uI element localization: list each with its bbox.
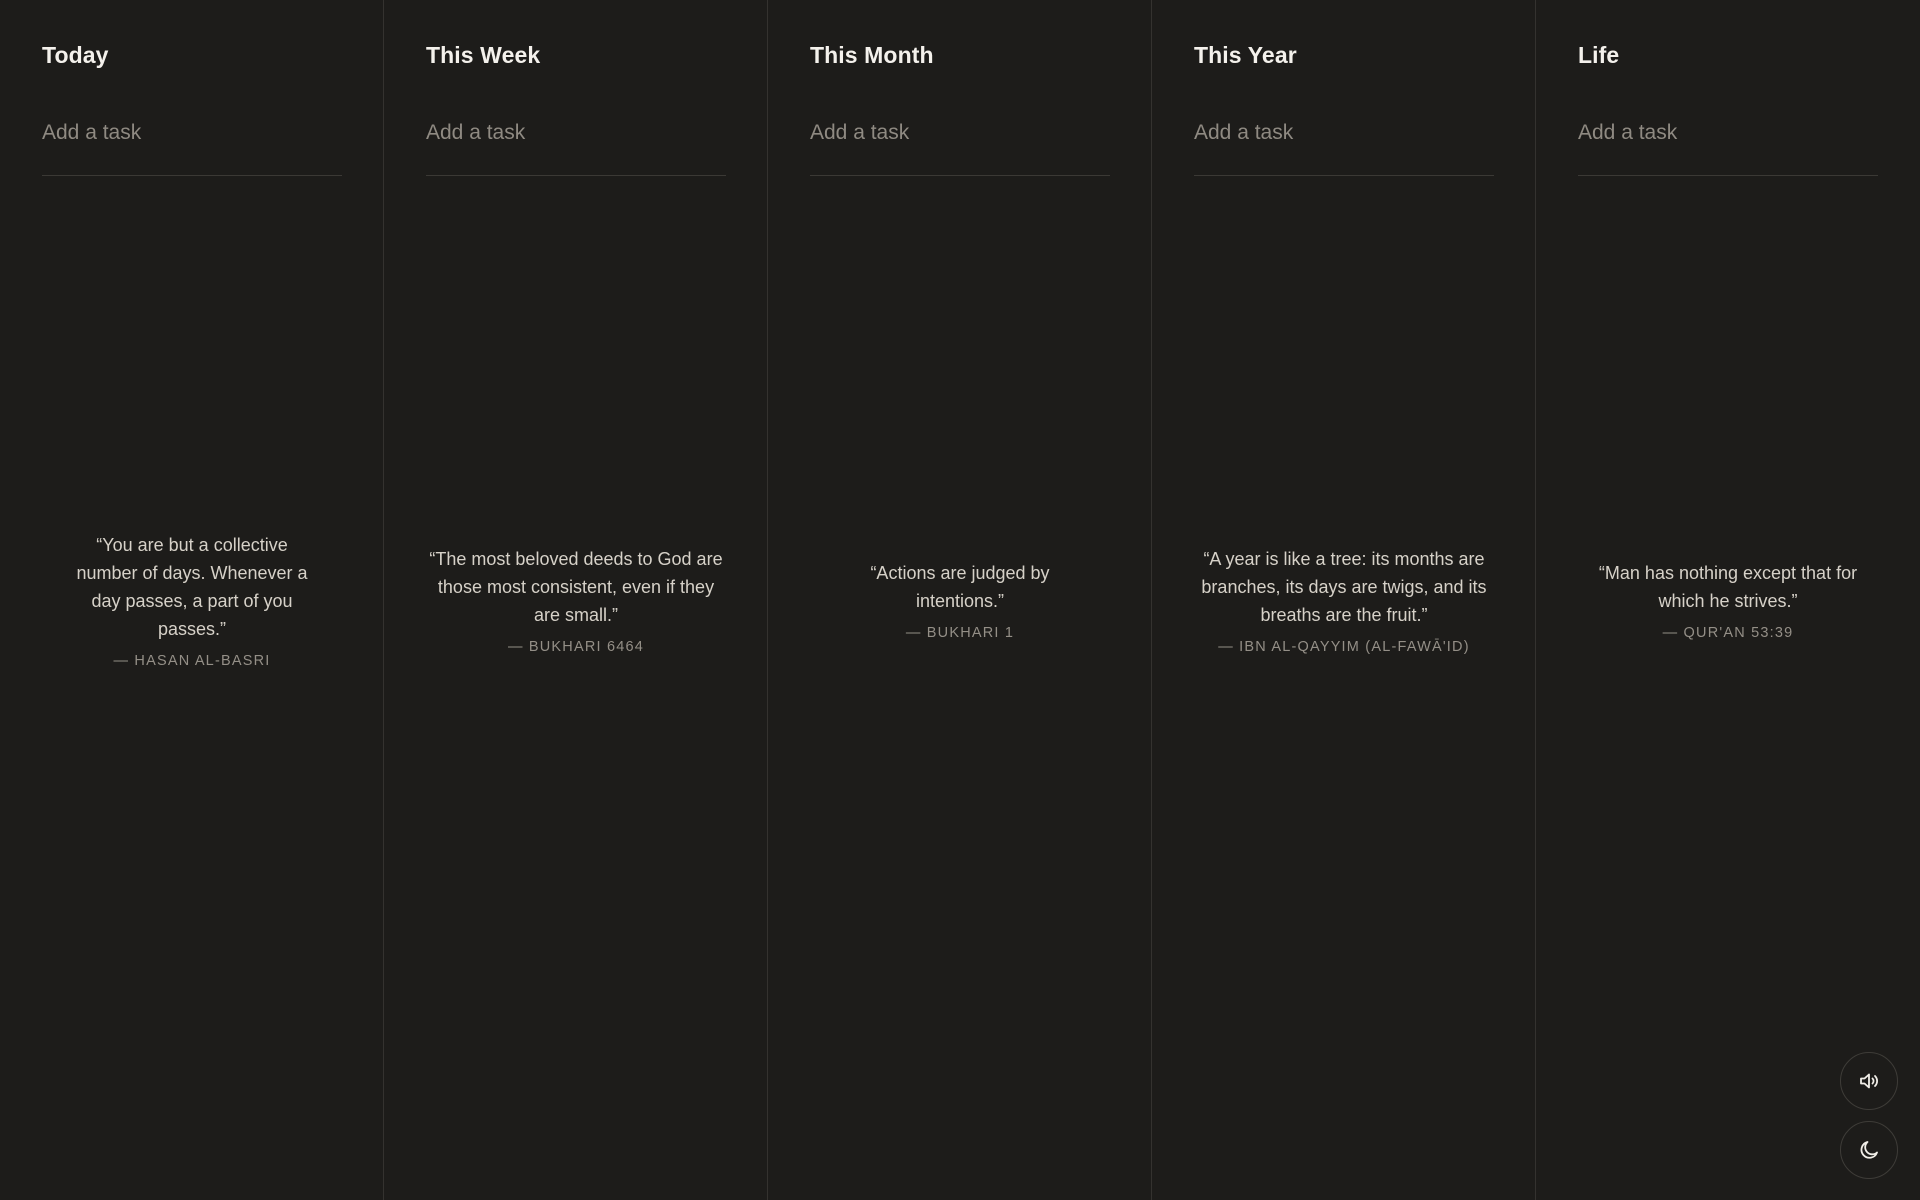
quote-block bbox=[426, 0, 726, 1200]
add-task-input[interactable] bbox=[1194, 114, 1494, 176]
add-task-input[interactable] bbox=[1578, 114, 1878, 176]
quote-source: — IBN AL-QAYYIM (AL-FAWĀ'ID) bbox=[1218, 639, 1470, 655]
quote-source: — HASAN AL-BASRI bbox=[113, 653, 271, 669]
column-title: Life bbox=[1578, 42, 1620, 68]
column-title: Today bbox=[42, 42, 109, 68]
quote-block bbox=[1194, 0, 1494, 1200]
column-title: This Week bbox=[426, 42, 541, 68]
quote-text: “Man has nothing except that for which he strives.” bbox=[1598, 563, 1858, 611]
column-title: This Year bbox=[1194, 42, 1297, 68]
column-this-month bbox=[768, 0, 1152, 1200]
column-this-week bbox=[384, 0, 768, 1200]
column-title: This Month bbox=[810, 42, 934, 68]
quote-source: — BUKHARI 1 bbox=[905, 625, 1015, 641]
theme-toggle-button[interactable] bbox=[1840, 1121, 1898, 1179]
add-task-input[interactable] bbox=[810, 114, 1110, 176]
quote-source: — QUR'AN 53:39 bbox=[1662, 625, 1794, 641]
quote-block bbox=[1578, 0, 1878, 1200]
quote-block bbox=[42, 0, 342, 1200]
quote-text: “A year is like a tree: its months are branches, its days are twigs, and its breaths are the fruit.” bbox=[1201, 549, 1487, 625]
quote-text: “You are but a collective number of days. Whenever a day passes, a part of you passes.” bbox=[76, 535, 308, 639]
quote-block bbox=[810, 0, 1110, 1200]
column-today bbox=[0, 0, 384, 1200]
speaker-icon bbox=[1857, 1069, 1881, 1093]
quote-text: “The most beloved deeds to God are those most consistent, even if they are small.” bbox=[429, 549, 723, 625]
add-task-input[interactable] bbox=[42, 114, 342, 176]
moon-icon bbox=[1857, 1138, 1881, 1162]
column-this-year bbox=[1152, 0, 1536, 1200]
add-task-input[interactable] bbox=[426, 114, 726, 176]
quote-source: — BUKHARI 6464 bbox=[507, 639, 645, 655]
quote-text: “Actions are judged by intentions.” bbox=[870, 563, 1050, 611]
column-life bbox=[1536, 0, 1920, 1200]
sound-toggle-button[interactable] bbox=[1840, 1052, 1898, 1110]
